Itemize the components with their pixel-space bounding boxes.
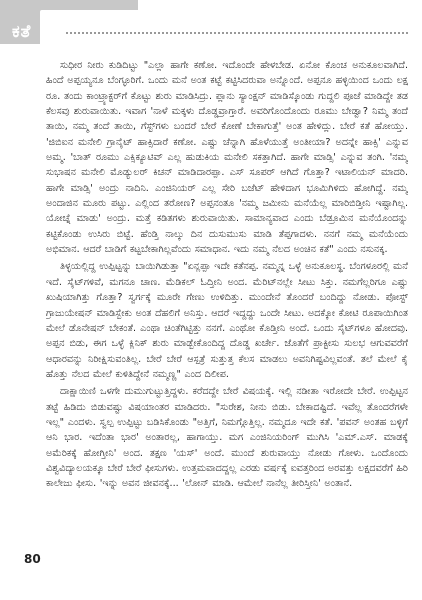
page-number: 80 xyxy=(24,552,41,566)
tab-cutout xyxy=(40,10,138,44)
paragraph-1: ಸುಧೀರ ನೀರು ಕುಡಿದಿಟ್ಟು "ಎಲ್ಲಾ ಹಾಗೇ ಕಣೋ. ಇದೊಂದೇ ಹೇಳಬೇಡ. ಏನೋ ಕೊಂಚ ಅನುಕೂಲವಾಗಿದೆ. ಹಿಂದೆ ಅಪ್ಪಯ್ಯನೂ ಬೆಂಗ್ಳೂರಿಗೆ. ಒಂದು ಮನೆ ಅಂತ ಕಟ್ಟೆ ಕಟ್ಟಿಸಿದರುವಾ ಅನ್ನೊಂದೆ. ಅಪ್ಪನೂ ಹಳ್ಳಿಯಿಂದ ಒಂದು ಲಕ್ಷ ರೂ. ತಂದು ಕಾಂಟ್ರ್ಯಾಕ್ಟರ್‌ಗೆ ಕೊಟ್ಟು ಶುರು ಮಾಡಿಸಿದ್ರು. ಪ್ಲಾನು ಸ್ಯಾಂಕ್ಷನ್ ಮಾಡಿಸ್ಕೊಂಡು ಗುದ್ದಲಿ ಪೂಜೆ ಮಾಡಿದ್ದೇ ತಡ ಕೆಲಸವು ಶುರುವಾಯಿತು. ಇವಾಗ 'ನಾಳೆ ಮಕ್ಕಳು ದೊಡ್ಡವ್ರಾಗ್ತಾರೆ. ಅವರಿಗೊಂದೊಂದು ರೂಮು ಬೇಡ್ವಾ? ನಿಮ್ಮ ತಂದೆ ತಾಯಿ, ನಮ್ಮ ತಂದೆ ತಾಯಿ, ಗೆಸ್ಟ್‌ಗಳು ಬಂದರೆ ಬೇರೆ ಕೋಣೆ ಬೇಕಾಗುತ್ತೆ' ಅಂತ ಹೇಳಿದ್ಲು. ಬೇರೆ ಕತೆ ಹೋಯ್ತು. 'ಜಿಬಿಐನ ಮನೇಲಿ ಗ್ರಾನೈಟ್ ಹಾಕ್ಸಿದಾರೆ ಕಣೋ. ಎಷ್ಟು ಚೆನ್ನಾಗಿ ಹೊಳೆಯುತ್ತೆ ಅಂತೀಯಾ? ಅದನ್ನೇ ಹಾಕ್ಸಿ' ಎನ್ನುವ ಅಮ್ಮ. 'ಬಾತ್ ರೂಮು ಎಕ್ಸಿಕ್ಯೂಟಿವ್ ಎಲ್ಲ ಹುಡುಕಿಯ ಮನೇಲಿ ಸಕತ್ತಾಗಿದೆ. ಹಾಗೇ ಮಾಡ್ಸಿ' ಎನ್ನುವ ತಂಗಿ. 'ನಮ್ಮ ಸುಭಾಷನ ಮನೇಲಿ ಮೊಡ್ಯುಲರ್ ಕಿಚನ್ ಮಾಡಿದಾರಪ್ಪಾ. ಎಸ್ ಸೂಪರ್ ಆಗಿದೆ ಗೊತ್ತಾ? ಇಟಾಲಿಯನ್ ಮಾದರಿ. ಹಾಗೇ ಮಾಡ್ಸಿ' ಅಂದ್ರು ನಾದಿನಿ. ಎಂಜಿನಿಯರ್ ಎಲ್ಲ ಸೇರಿ ಬಜೆಟ್ ಹೇಳಿದಾಗ ಭೂಮಿಗಿಳಿದು ಹೋಗಿದ್ದೆ. ನಮ್ಮ ಅಂದಾಜಿನ ಮೂರು ಪಟ್ಟು. ಎಲ್ಲಿಂದ ತರೋಣ? ಅಪ್ಪನಂತೂ 'ನಮ್ಮ ಜಮೀನು ಮನೆಯೆಲ್ಲ ಮಾರಿಬಿಡ್ತೀನಿ ಇಷ್ಟಾಗಿಲ್ಲ. ಯೋಚ್ನೆ ಮಾಡು' ಅಂದ್ರು. ಮತ್ತೆ ಕಡಿತಗಳು ಶುರುವಾಯಿತು. ಸಾಮಾನ್ಯವಾದ ಎಂದು ಬೆಡ್ರೂಮಿನ ಮನೆಯೊಂದನ್ನು ಕಟ್ಟಿಕೊಂಡು ಉಸಿರು ಬಿಟ್ಟೆ. ಹೆಂಡ್ತಿ ನಾಲ್ಕು ದಿನ ದುಸುಮುಸು ಮಾಡಿ ತೆಪ್ಪಗಾದಳು. ನನಗೆ ನಮ್ಮ ಮನೆಯೆಂದು ಅಭಿಮಾನ. ಆದರೆ ಬಾಡಿಗೆ ಕಟ್ಟಬೇಕಾಗಿಲ್ಲವೆಂದು ಸಮಾಧಾನ. ಇದು ನಮ್ಮ ನೆಲದ ಅಂಚಿನ ಕತೆ" ಎಂದು ನಸುನಕ್ಕ. xyxy=(46,60,408,256)
page-header xyxy=(0,0,422,44)
section-label: ಕತೆ xyxy=(12,22,32,42)
paragraph-3: ದಾಕ್ಷಾಯಿಣಿ ಒಳಗೇ ದುಮುಗುಟ್ಟುತ್ತಿದ್ದಳು. ಕರೆದದ್ದೇ ಬೇರೆ ವಿಷಯಕ್ಕೆ. ಇಲ್ಲಿ ನಡೀತಾ ಇರೋದೇ ಬೇರೆ. ಉಪ್ಪಿಟ್ಟನ ತಟ್ಟೆ ಹಿಡಿದು ಬಿಡುವಷ್ಟು ವಿಷಯಾಂತರ ಮಾಡಿದರು. "ಸುರೇಶ, ನೀನು ಬಿಡು. ಬೇಕಾದಷ್ಟಿದೆ. ಇವೆಲ್ಲ ತೊಂದರೆಗಳೇ ಇಲ್ಲ" ಎಂದಳು. ಸ್ವಲ್ಪ ಉಪ್ಪಿಟ್ಟು ಬಡಿಸಿಕೊಂಡು "ಅತ್ತಿಗೆ, ನಿಮಗ್ಗೊತ್ತಿಲ್ಲ. ನಮ್ಮದೂ ಇದೇ ಕತೆ. 'ಪವನ್ ಅಂತಹ ಬಳ್ಳಿಗೆ ಆನಿ ಭಾರ. ಇದೆಂತಾ ಭಾರ' ಅಂತಾರಲ್ಲ, ಹಾಗಾಯ್ತು. ಮಗ ಎಂಜಿನಿಯರಿಂಗ್ ಮುಗಿಸಿ 'ಎಮ್.ಎಸ್. ಮಾಡಕ್ಕೆ ಅಮೆರಿಕಕ್ಕೆ ಹೋಗ್ತೀನಿ' ಅಂದ. ತಕ್ಷಣ 'ಯಸ್' ಅಂದೆ. ಮುಂದೆ ಶುರುವಾಯ್ತು ನೋಡು ಗೋಳು. ಒಂದೊಂದು ವಿಶ್ವವಿದ್ಯಾಲಯಕ್ಕೂ ಬೇರೆ ಬೇರೆ ಫೀಸುಗಳು. ಉತ್ತಮವಾದದ್ದಲ್ಲ ಎರಡು ವರ್ಷಕ್ಕೆ ಐವತ್ತರಿಂದ ಅರವತ್ತು ಲಕ್ಷದವರೆಗೆ ಹಿರಿ ಕಾಲೇಜು ಫೀಸು. 'ಇನ್ನು ಅವನ ಜೀವನಕ್ಕೆ... 'ಲೋನ್ ಮಾಡಿ. ಆಮೇಲೆ ನಾನೆಲ್ಲ ತೀರಿಸ್ತೀನಿ' ಅಂತಾನೆ. xyxy=(46,386,408,490)
story-body xyxy=(46,58,408,568)
paragraph-2: ತಿಳ್ಳಯಲ್ಲಿದ್ದ ಉಪ್ಪಿಟ್ಟನ್ನು ಬಾಯಿಗಿಡುತ್ತಾ "ಏನ್ಲಪ್ಪಾ ಇದೇ ಕತೆನಪ್ಪ. ನಮ್ಮನ್ನ ಒಳ್ಳೆ ಅನುಕೂಲಸ್ಥ. ಬೆಂಗಳೂರಲ್ಲಿ ಮನೆ ಇದೆ. ಸೈಟ್‌ಗಳಿವೆ, ಮಗನೂ ಚಾಣ. ಮೆಡಿಕಲ್ ಓದ್ತೀನಿ ಅಂದ. ಮೆರಿಟ್‌ನಲ್ಲೇ ಸೀಟು ಸಿಕ್ತು. ನಮಗೆಲ್ಲರಿಗೂ ಎಷ್ಟು ಖುಷಿಯಾಗಿತ್ತು ಗೊತ್ತಾ? ಸ್ವರ್ಗಕ್ಕೆ ಮೂರೇ ಗೇಣು ಉಳಿದಿತ್ತು. ಮುಂದೇನೆ ತೊಂದರೆ ಬಂದಿದ್ದು ನೋಡು. ಪೋಸ್ಟ್ ಗ್ರಾಜುಯೇಷನ್ ಮಾಡಿಸ್ಬೇಕು ಅಂತ ದೆಹಲಿಗೆ ಅನಿಸ್ತು. ಆದರೆ ಇದ್ದದ್ದು ಒಂದೇ ಸೀಟು. ಅದಕ್ಕೋ ಕೋಟಿ ರೂಪಾಯಿಗಿಂತ ಮೇಲೆ ಡೊನೇಷನ್ ಬೇಕಂತೆ. ಎಂಥಾ ಚಿಂತೆಗಿಟ್ಟಿತ್ತು ನನಗೆ. ಎಂಥೋ ಕೊಡ್ತೀನಿ ಅಂದೆ. ಒಂದು ಸೈಟ್‌ಗಳೂ ಹೋದವು. ಅಪ್ಪನ ಬಿಡು, ಈಗ ಒಳ್ಳೆ ಕ್ಲಿನಿಕ್ ಶುರು ಮಾಡ್ಬೇಕೊಂದಿದ್ದ ದೊಡ್ಡ ಖರ್ಚೇ. ಜೊತೆಗೆ ಪ್ರಾಕ್ಟೀಸು ಸುಲಭ ಆಗುವವರೆಗೆ ಆಧಾರವನ್ನು ನಿರೀಕ್ಷಿಸುವಂತಿಲ್ಲ. ಬೇರೆ ಬೇರೆ ಆಸ್ಪತ್ರೆ ಸುತ್ತುತ್ತ ಕೆಲಸ ಮಾಡಲು ಅವನಿಗಿಷ್ಟವಿಲ್ಲವಂತೆ. ತಲೆ ಮೇಲೆ ಕೈ ಹೊತ್ತು ನೆಲದ ಮೇಲೆ ಕುಳಿತಿದ್ದೇನೆ ನಮ್ಮಣ್ಣ" ಎಂದ ದಿಲೀಪ. xyxy=(46,261,408,380)
header-dotted-rule xyxy=(66,32,408,34)
section-tab xyxy=(0,0,138,44)
